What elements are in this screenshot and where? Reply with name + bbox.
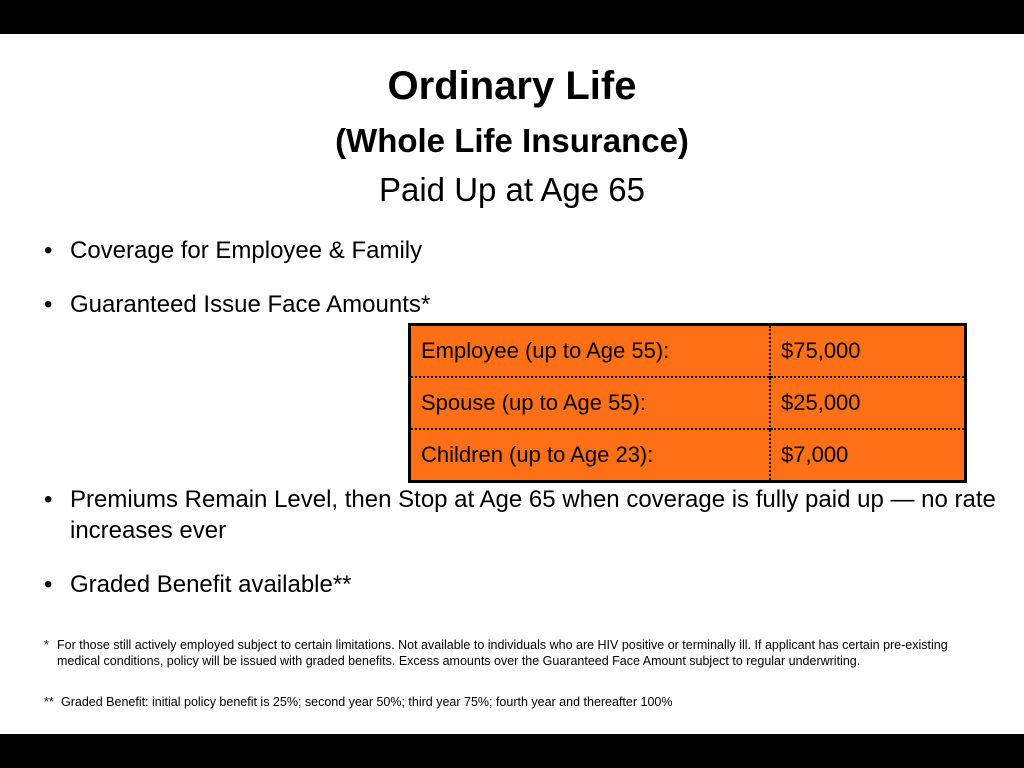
bullet-text: Guaranteed Issue Face Amounts* [70, 291, 431, 318]
row-amount: $25,000 [770, 377, 966, 429]
table-row [410, 377, 966, 429]
bullet-graded-benefit [44, 569, 1004, 600]
row-amount: $7,000 [770, 429, 966, 482]
slide-subtitle-paid-up: Paid Up at Age 65 [378, 171, 646, 208]
top-black-bar [0, 0, 1024, 34]
bullet-text: Coverage for Employee & Family [70, 237, 423, 264]
bullet-dot: • [44, 571, 53, 598]
face-amounts-table [408, 323, 967, 483]
bullet-dot: • [44, 486, 53, 513]
slide-subtitle: (Whole Life Insurance) [335, 122, 689, 159]
footnote-text: For those still actively employed subject to certain limitations. Not available to individuals who are HIV positive or terminally ill. If applicant has certain pre-existing medical conditions, policy will be issued with graded benefits. Excess amounts over the Guaranteed Face Amount subject to regular underwriting. [57, 638, 948, 668]
bullet-text: Graded Benefit available** [70, 571, 352, 598]
bullet-guaranteed-issue [44, 289, 1004, 320]
footnote-graded-benefit [44, 694, 994, 710]
row-amount: $75,000 [781, 338, 861, 363]
slide-title: Ordinary Life [387, 64, 637, 108]
footnote-text: Graded Benefit: initial policy benefit is 25%; second year 50%; third year 75%; fourth year and thereafter 100% [61, 695, 673, 709]
bottom-black-bar [0, 734, 1024, 768]
table-row [410, 429, 966, 482]
bullet-dot: • [44, 237, 53, 264]
footnote-mark: * [44, 638, 49, 652]
row-label: Spouse (up to Age 55): [410, 377, 771, 429]
row-label: Employee (up to Age 55): [410, 325, 771, 378]
table-row [410, 325, 966, 378]
row-label: Children (up to Age 23): [410, 429, 771, 482]
footnote-mark: ** [44, 695, 54, 709]
bullet-text: Premiums Remain Level, then Stop at Age 65 when coverage is fully paid up — no rate increases ever [70, 486, 996, 544]
bullet-coverage [44, 235, 1004, 266]
bullet-dot: • [44, 291, 53, 318]
footnote-eligibility [44, 637, 994, 669]
bullet-premiums-level [44, 484, 1004, 546]
